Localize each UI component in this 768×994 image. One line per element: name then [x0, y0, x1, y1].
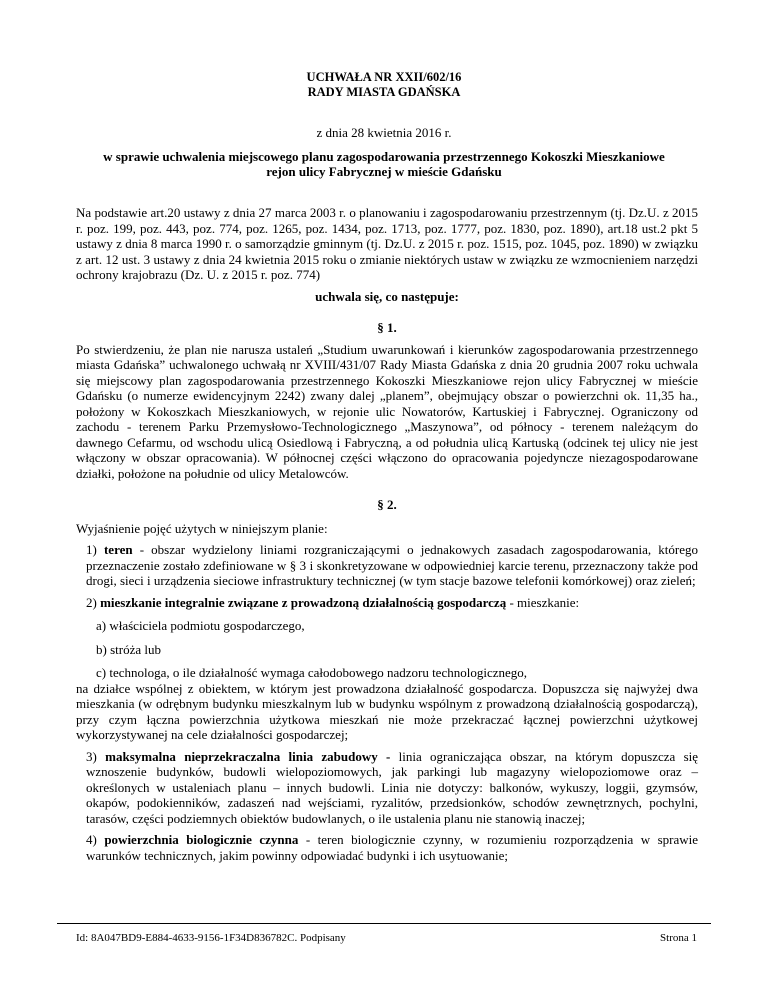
definition-item-2-tail: na działce wspólnej z obiektem, w którym jest prowadzona działalność gospodarcza. Dopuszcza się najwyżej dwa mieszkania (w odrębnym budynku mieszkalnym lub w budynku wspólnym z prowadzoną działalnością gospodarczą), przy czym łączna powierzchnia użytkowa mieszkań nie może przekraczać łącznej powierzchni użytkowej wykorzystywanej na cele działalności gospodarczej; [76, 680, 698, 742]
item-number: 4) [86, 832, 97, 847]
page-number: Strona 1 [660, 932, 697, 944]
item-number: 3) [86, 748, 97, 764]
definition-term: maksymalna nieprzekraczalna linia zabudowy - [105, 748, 391, 764]
definition-text: linia ograniczająca obszar, na którym dopuszcza się wznoszenie budynków, budowli wielopoziomowych, jak parkingi lub magazyny wielopoziomowe oraz – określonych w ustaleniach planu – innych budowli. Linia nie dotyczy: balkonów, wykuszy, loggii, gzymsów, okapów, podokienników, zadaszeń nad wejściami, ryzalitów, przedsionków, schodów zewnętrznych, pochylni, tarasów, części podziemnych obiektów budowlanych, o ile ustalenia planu nie stanowią inaczej; [86, 748, 699, 826]
resolution-subject [70, 149, 698, 179]
subject-line-2: rejon ulicy Fabrycznej w mieście Gdańsku [266, 164, 502, 179]
resolution-date: z dnia 28 kwietnia 2016 r. [316, 125, 452, 140]
definition-term: teren [103, 542, 133, 557]
item-number: 2) [86, 594, 97, 610]
definition-text: - obszar wydzielony liniami rozgraniczającymi o jednakowych zasadach zagospodarowania, którego przeznaczenie zostało zdefiniowane w § 3 i skonkretyzowane w odpowiedniej karcie terenu, przeznaczony także pod drogi, sieci i urządzenia sieciowe infrastruktury technicznej (w tym stacje bazowe telefonii komórkowej) oraz zieleń; [86, 542, 698, 588]
item-number: 1) [86, 542, 97, 557]
footer-divider [57, 923, 711, 924]
document-id: Id: 8A047BD9-E884-4633-9156-1F34D836782C. Podpisany [76, 932, 346, 944]
document-body [76, 205, 698, 863]
section-1-heading: § 1. [377, 320, 397, 335]
definition-item-4 [76, 832, 698, 863]
definition-item-2c: c) technologa, o ile działalność wymaga całodobowego nadzoru technologicznego, [96, 665, 528, 680]
section-1-text: Po stwierdzeniu, że plan nie narusza ustaleń „Studium uwarunkowań i kierunków zagospodarowania przestrzennego miasta Gdańska” uchwalonego uchwałą nr XVIII/431/07 Rady Miasta Gdańska z dnia 20 grudnia 2007 roku uchwala się miejscowy plan zagospodarowania przestrzennego Kokoszki Mieszkaniowe rejon ulicy Fabrycznej w mieście Gdańsku (o numerze ewidencyjnym 2242) zwany dalej „planem”, obejmujący obszar o powierzchni ok. 11,35 ha., położony w Kokoszkach Mieszkaniowych, w rejonie ulic Nowatorów, Kartuskiej i Fabrycznej. Ograniczony od zachodu - terenem Parku Przemysłowo-Technologicznego „Maszynowa”, od północy - terenem należącym do dawnego Cefarmu, od wschodu ulicą Osiedlową i Fabryczną, a od południa ulicą Kartuską (odcinek tej ulicy nie jest włączony w obszar opracowania). W północnej części włączono do opracowania pojedyncze niezagospodarowane działki, położone na południe od ulicy Metalowców. [76, 341, 698, 481]
definition-item-2 [76, 595, 698, 611]
definition-item-3 [76, 749, 698, 827]
definition-term: powierzchnia biologicznie czynna [104, 832, 299, 847]
definition-item-2a: a) właściciela podmiotu gospodarczego, [96, 618, 305, 633]
definition-item-1 [76, 542, 698, 589]
definition-item-2b: b) stróża lub [96, 641, 161, 657]
definition-text: - mieszkanie: [506, 594, 580, 610]
definition-term: mieszkanie integralnie związane z prowadzoną działalnością gospodarczą [100, 594, 507, 610]
resolution-title [0, 70, 768, 100]
title-line-2: RADY MIASTA GDAŃSKA [307, 85, 461, 99]
section-2-heading: § 2. [377, 497, 397, 512]
section-2-intro: Wyjaśnienie pojęć użytych w niniejszym planie: [76, 520, 328, 536]
resolves-line: uchwala się, co następuje: [315, 288, 459, 304]
subject-line-1: w sprawie uchwalenia miejscowego planu zagospodarowania przestrzennego Kokoszki Mieszkaniowe [103, 149, 665, 164]
preamble: Na podstawie art.20 ustawy z dnia 27 marca 2003 r. o planowaniu i zagospodarowaniu przestrzennym (tj. Dz.U. z 2015 r. poz. 199, poz. 443, poz. 774, poz. 1265, poz. 1434, poz. 1713, poz. 1777, poz. 1830, poz. 1890), art.18 ust.2 pkt 5 ustawy z dnia 8 marca 1990 r. o samorządzie gminnym (tj. Dz.U. z 2015 r. poz. 1515, poz. 1045, poz. 1890) w związku z art. 12 ust. 3 ustawy z dnia 24 kwietnia 2015 roku o zmianie niektórych ustaw w związku ze wzmocnieniem narzędzi ochrony krajobrazu (Dz. U. z 2015 r. poz. 774) [76, 205, 698, 282]
title-line-1: UCHWAŁA NR XXII/602/16 [306, 70, 462, 84]
definition-text: - teren biologicznie czynny, w rozumieniu rozporządzenia w sprawie warunków technicznych, jakim powinny odpowiadać budynki i ich usytuowanie; [86, 832, 699, 863]
